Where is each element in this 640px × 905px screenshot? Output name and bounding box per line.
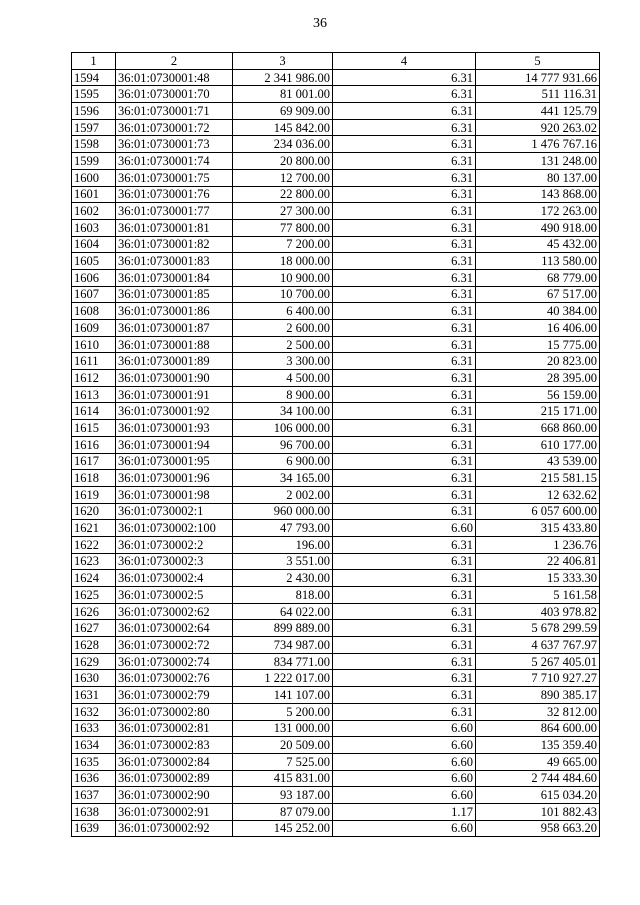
area-value: 6 400.00 xyxy=(233,303,333,320)
table-row xyxy=(72,119,600,136)
cadastral-number: 36:01:0730002:100 xyxy=(116,520,233,537)
cadastral-number: 36:01:0730001:81 xyxy=(116,219,233,236)
rate-value: 6.31 xyxy=(333,553,476,570)
total-value: 1 476 767.16 xyxy=(476,136,600,153)
row-number: 1605 xyxy=(72,253,116,270)
area-value: 77 800.00 xyxy=(233,219,333,236)
total-value: 15 775.00 xyxy=(476,336,600,353)
row-number: 1604 xyxy=(72,236,116,253)
total-value: 135 359.40 xyxy=(476,737,600,754)
rate-value: 6.31 xyxy=(333,286,476,303)
area-value: 12 700.00 xyxy=(233,169,333,186)
table-row xyxy=(72,69,600,86)
rate-value: 6.31 xyxy=(333,186,476,203)
total-value: 101 882.43 xyxy=(476,803,600,820)
cadastral-number: 36:01:0730002:83 xyxy=(116,737,233,754)
rate-value: 6.31 xyxy=(333,420,476,437)
row-number: 1618 xyxy=(72,470,116,487)
rate-value: 6.31 xyxy=(333,670,476,687)
rate-value: 6.31 xyxy=(333,136,476,153)
rate-value: 6.60 xyxy=(333,787,476,804)
rate-value: 6.31 xyxy=(333,620,476,637)
total-value: 7 710 927.27 xyxy=(476,670,600,687)
rate-value: 6.31 xyxy=(333,587,476,604)
rate-value: 6.31 xyxy=(333,637,476,654)
table-row xyxy=(72,169,600,186)
row-number: 1621 xyxy=(72,520,116,537)
rate-value: 6.31 xyxy=(333,303,476,320)
cadastral-number: 36:01:0730001:48 xyxy=(116,69,233,86)
row-number: 1612 xyxy=(72,370,116,387)
table-row xyxy=(72,803,600,820)
row-number: 1596 xyxy=(72,103,116,120)
table-row xyxy=(72,770,600,787)
rate-value: 6.31 xyxy=(333,103,476,120)
rate-value: 6.31 xyxy=(333,119,476,136)
area-value: 10 700.00 xyxy=(233,286,333,303)
total-value: 32 812.00 xyxy=(476,703,600,720)
table-row xyxy=(72,470,600,487)
row-number: 1616 xyxy=(72,436,116,453)
table-row xyxy=(72,637,600,654)
table-row xyxy=(72,320,600,337)
area-value: 3 551.00 xyxy=(233,553,333,570)
table-row xyxy=(72,269,600,286)
area-value: 8 900.00 xyxy=(233,386,333,403)
table-row xyxy=(72,86,600,103)
row-number: 1598 xyxy=(72,136,116,153)
rate-value: 6.31 xyxy=(333,320,476,337)
total-value: 920 263.02 xyxy=(476,119,600,136)
area-value: 22 800.00 xyxy=(233,186,333,203)
rate-value: 6.31 xyxy=(333,470,476,487)
table-row xyxy=(72,253,600,270)
rate-value: 6.31 xyxy=(333,653,476,670)
total-value: 615 034.20 xyxy=(476,787,600,804)
area-value: 20 509.00 xyxy=(233,737,333,754)
row-number: 1614 xyxy=(72,403,116,420)
total-value: 143 868.00 xyxy=(476,186,600,203)
rate-value: 6.31 xyxy=(333,536,476,553)
row-number: 1631 xyxy=(72,687,116,704)
table-row xyxy=(72,587,600,604)
cadastral-number: 36:01:0730001:85 xyxy=(116,286,233,303)
total-value: 610 177.00 xyxy=(476,436,600,453)
cadastral-number: 36:01:0730001:91 xyxy=(116,386,233,403)
total-value: 68 779.00 xyxy=(476,269,600,286)
table-row xyxy=(72,286,600,303)
rate-value: 6.31 xyxy=(333,86,476,103)
total-value: 890 385.17 xyxy=(476,687,600,704)
area-value: 2 341 986.00 xyxy=(233,69,333,86)
cadastral-number: 36:01:0730001:92 xyxy=(116,403,233,420)
area-value: 145 252.00 xyxy=(233,820,333,837)
rate-value: 6.31 xyxy=(333,69,476,86)
total-value: 403 978.82 xyxy=(476,603,600,620)
area-value: 899 889.00 xyxy=(233,620,333,637)
row-number: 1633 xyxy=(72,720,116,737)
cadastral-number: 36:01:0730001:89 xyxy=(116,353,233,370)
area-value: 27 300.00 xyxy=(233,203,333,220)
area-value: 96 700.00 xyxy=(233,436,333,453)
row-number: 1608 xyxy=(72,303,116,320)
cadastral-number: 36:01:0730001:90 xyxy=(116,370,233,387)
rate-value: 6.31 xyxy=(333,153,476,170)
rate-value: 6.31 xyxy=(333,703,476,720)
table-row xyxy=(72,370,600,387)
table-row xyxy=(72,737,600,754)
row-number: 1629 xyxy=(72,653,116,670)
table-row xyxy=(72,820,600,837)
row-number: 1622 xyxy=(72,536,116,553)
rate-value: 6.31 xyxy=(333,219,476,236)
cadastral-number: 36:01:0730002:1 xyxy=(116,503,233,520)
total-value: 14 777 931.66 xyxy=(476,69,600,86)
row-number: 1599 xyxy=(72,153,116,170)
cadastral-number: 36:01:0730001:93 xyxy=(116,420,233,437)
area-value: 18 000.00 xyxy=(233,253,333,270)
total-value: 441 125.79 xyxy=(476,103,600,120)
table-row xyxy=(72,687,600,704)
rate-value: 6.31 xyxy=(333,403,476,420)
area-value: 5 200.00 xyxy=(233,703,333,720)
cadastral-number: 36:01:0730001:75 xyxy=(116,169,233,186)
row-number: 1635 xyxy=(72,753,116,770)
table-row xyxy=(72,103,600,120)
area-value: 106 000.00 xyxy=(233,420,333,437)
table-row xyxy=(72,336,600,353)
cadastral-number: 36:01:0730002:4 xyxy=(116,570,233,587)
table-row xyxy=(72,186,600,203)
row-number: 1607 xyxy=(72,286,116,303)
table-row xyxy=(72,536,600,553)
cadastral-number: 36:01:0730001:98 xyxy=(116,486,233,503)
cadastral-number: 36:01:0730002:79 xyxy=(116,687,233,704)
table-row xyxy=(72,653,600,670)
total-value: 5 161.58 xyxy=(476,587,600,604)
total-value: 6 057 600.00 xyxy=(476,503,600,520)
row-number: 1610 xyxy=(72,336,116,353)
total-value: 16 406.00 xyxy=(476,320,600,337)
area-value: 2 002.00 xyxy=(233,486,333,503)
cadastral-number: 36:01:0730002:74 xyxy=(116,653,233,670)
table-row xyxy=(72,486,600,503)
rate-value: 6.31 xyxy=(333,386,476,403)
cadastral-number: 36:01:0730001:72 xyxy=(116,119,233,136)
rate-value: 6.31 xyxy=(333,236,476,253)
row-number: 1602 xyxy=(72,203,116,220)
cadastral-number: 36:01:0730002:80 xyxy=(116,703,233,720)
area-value: 93 187.00 xyxy=(233,787,333,804)
total-value: 22 406.81 xyxy=(476,553,600,570)
cadastral-number: 36:01:0730002:91 xyxy=(116,803,233,820)
row-number: 1628 xyxy=(72,637,116,654)
rate-value: 6.60 xyxy=(333,520,476,537)
total-value: 2 744 484.60 xyxy=(476,770,600,787)
total-value: 668 860.00 xyxy=(476,420,600,437)
rate-value: 6.31 xyxy=(333,203,476,220)
row-number: 1597 xyxy=(72,119,116,136)
rate-value: 6.31 xyxy=(333,353,476,370)
column-header-4: 4 xyxy=(333,53,476,70)
area-value: 69 909.00 xyxy=(233,103,333,120)
cadastral-number: 36:01:0730002:84 xyxy=(116,753,233,770)
rate-value: 6.31 xyxy=(333,453,476,470)
total-value: 45 432.00 xyxy=(476,236,600,253)
rate-value: 6.60 xyxy=(333,770,476,787)
total-value: 490 918.00 xyxy=(476,219,600,236)
rate-value: 6.31 xyxy=(333,336,476,353)
area-value: 6 900.00 xyxy=(233,453,333,470)
area-value: 415 831.00 xyxy=(233,770,333,787)
cadastral-number: 36:01:0730001:82 xyxy=(116,236,233,253)
table-row xyxy=(72,219,600,236)
rate-value: 6.60 xyxy=(333,820,476,837)
area-value: 141 107.00 xyxy=(233,687,333,704)
row-number: 1627 xyxy=(72,620,116,637)
row-number: 1636 xyxy=(72,770,116,787)
area-value: 7 200.00 xyxy=(233,236,333,253)
total-value: 315 433.80 xyxy=(476,520,600,537)
table-row xyxy=(72,670,600,687)
rate-value: 6.31 xyxy=(333,253,476,270)
row-number: 1609 xyxy=(72,320,116,337)
area-value: 145 842.00 xyxy=(233,119,333,136)
row-number: 1632 xyxy=(72,703,116,720)
rate-value: 6.31 xyxy=(333,603,476,620)
area-value: 81 001.00 xyxy=(233,86,333,103)
row-number: 1625 xyxy=(72,587,116,604)
total-value: 215 581.15 xyxy=(476,470,600,487)
rate-value: 1.17 xyxy=(333,803,476,820)
cadastral-number: 36:01:0730001:71 xyxy=(116,103,233,120)
rate-value: 6.31 xyxy=(333,370,476,387)
row-number: 1595 xyxy=(72,86,116,103)
rate-value: 6.60 xyxy=(333,737,476,754)
table-row xyxy=(72,520,600,537)
row-number: 1615 xyxy=(72,420,116,437)
row-number: 1638 xyxy=(72,803,116,820)
column-header-3: 3 xyxy=(233,53,333,70)
area-value: 834 771.00 xyxy=(233,653,333,670)
total-value: 131 248.00 xyxy=(476,153,600,170)
cadastral-number: 36:01:0730002:92 xyxy=(116,820,233,837)
rate-value: 6.31 xyxy=(333,687,476,704)
cadastral-number: 36:01:0730002:76 xyxy=(116,670,233,687)
cadastral-number: 36:01:0730001:94 xyxy=(116,436,233,453)
table-row xyxy=(72,203,600,220)
rate-value: 6.31 xyxy=(333,570,476,587)
cadastral-number: 36:01:0730002:62 xyxy=(116,603,233,620)
row-number: 1600 xyxy=(72,169,116,186)
area-value: 20 800.00 xyxy=(233,153,333,170)
cadastral-number: 36:01:0730002:2 xyxy=(116,536,233,553)
table-row xyxy=(72,603,600,620)
cadastral-number: 36:01:0730001:84 xyxy=(116,269,233,286)
rate-value: 6.31 xyxy=(333,436,476,453)
total-value: 113 580.00 xyxy=(476,253,600,270)
area-value: 234 036.00 xyxy=(233,136,333,153)
cadastral-number: 36:01:0730001:96 xyxy=(116,470,233,487)
total-value: 215 171.00 xyxy=(476,403,600,420)
row-number: 1630 xyxy=(72,670,116,687)
table-row xyxy=(72,436,600,453)
rate-value: 6.60 xyxy=(333,720,476,737)
total-value: 511 116.31 xyxy=(476,86,600,103)
row-number: 1611 xyxy=(72,353,116,370)
column-header-1: 1 xyxy=(72,53,116,70)
cadastral-number: 36:01:0730002:89 xyxy=(116,770,233,787)
area-value: 64 022.00 xyxy=(233,603,333,620)
area-value: 34 100.00 xyxy=(233,403,333,420)
area-value: 818.00 xyxy=(233,587,333,604)
cadastral-number: 36:01:0730001:73 xyxy=(116,136,233,153)
total-value: 864 600.00 xyxy=(476,720,600,737)
rate-value: 6.31 xyxy=(333,503,476,520)
area-value: 3 300.00 xyxy=(233,353,333,370)
total-value: 28 395.00 xyxy=(476,370,600,387)
row-number: 1623 xyxy=(72,553,116,570)
rate-value: 6.31 xyxy=(333,269,476,286)
cadastral-number: 36:01:0730001:77 xyxy=(116,203,233,220)
cadastral-number: 36:01:0730001:74 xyxy=(116,153,233,170)
area-value: 196.00 xyxy=(233,536,333,553)
row-number: 1634 xyxy=(72,737,116,754)
rate-value: 6.60 xyxy=(333,753,476,770)
area-value: 34 165.00 xyxy=(233,470,333,487)
table-body xyxy=(72,69,600,837)
row-number: 1624 xyxy=(72,570,116,587)
row-number: 1626 xyxy=(72,603,116,620)
cadastral-number: 36:01:0730002:81 xyxy=(116,720,233,737)
row-number: 1613 xyxy=(72,386,116,403)
table-row xyxy=(72,453,600,470)
cadastral-number: 36:01:0730001:86 xyxy=(116,303,233,320)
row-number: 1606 xyxy=(72,269,116,286)
column-header-2: 2 xyxy=(116,53,233,70)
total-value: 5 267 405.01 xyxy=(476,653,600,670)
table-row xyxy=(72,403,600,420)
area-value: 10 900.00 xyxy=(233,269,333,286)
area-value: 87 079.00 xyxy=(233,803,333,820)
registry-table xyxy=(71,52,600,837)
cadastral-number: 36:01:0730002:90 xyxy=(116,787,233,804)
page-number: 36 xyxy=(313,16,327,31)
area-value: 2 430.00 xyxy=(233,570,333,587)
table-row xyxy=(72,720,600,737)
area-value: 734 987.00 xyxy=(233,637,333,654)
table-row xyxy=(72,303,600,320)
table-row xyxy=(72,570,600,587)
total-value: 40 384.00 xyxy=(476,303,600,320)
area-value: 4 500.00 xyxy=(233,370,333,387)
table-header-row xyxy=(72,53,600,70)
area-value: 1 222 017.00 xyxy=(233,670,333,687)
table-row xyxy=(72,787,600,804)
total-value: 12 632.62 xyxy=(476,486,600,503)
cadastral-number: 36:01:0730002:72 xyxy=(116,637,233,654)
row-number: 1620 xyxy=(72,503,116,520)
cadastral-number: 36:01:0730001:76 xyxy=(116,186,233,203)
cadastral-number: 36:01:0730001:87 xyxy=(116,320,233,337)
row-number: 1603 xyxy=(72,219,116,236)
cadastral-number: 36:01:0730002:64 xyxy=(116,620,233,637)
area-value: 2 500.00 xyxy=(233,336,333,353)
row-number: 1617 xyxy=(72,453,116,470)
area-value: 131 000.00 xyxy=(233,720,333,737)
total-value: 20 823.00 xyxy=(476,353,600,370)
total-value: 43 539.00 xyxy=(476,453,600,470)
cadastral-number: 36:01:0730002:5 xyxy=(116,587,233,604)
rate-value: 6.31 xyxy=(333,169,476,186)
total-value: 80 137.00 xyxy=(476,169,600,186)
row-number: 1637 xyxy=(72,787,116,804)
table-row xyxy=(72,386,600,403)
total-value: 15 333.30 xyxy=(476,570,600,587)
table-row xyxy=(72,353,600,370)
row-number: 1594 xyxy=(72,69,116,86)
total-value: 1 236.76 xyxy=(476,536,600,553)
table-row xyxy=(72,553,600,570)
total-value: 56 159.00 xyxy=(476,386,600,403)
cadastral-number: 36:01:0730001:70 xyxy=(116,86,233,103)
cadastral-number: 36:01:0730001:88 xyxy=(116,336,233,353)
table-row xyxy=(72,420,600,437)
area-value: 960 000.00 xyxy=(233,503,333,520)
column-header-5: 5 xyxy=(476,53,600,70)
total-value: 67 517.00 xyxy=(476,286,600,303)
area-value: 47 793.00 xyxy=(233,520,333,537)
total-value: 958 663.20 xyxy=(476,820,600,837)
area-value: 7 525.00 xyxy=(233,753,333,770)
area-value: 2 600.00 xyxy=(233,320,333,337)
cadastral-number: 36:01:0730001:83 xyxy=(116,253,233,270)
total-value: 4 637 767.97 xyxy=(476,637,600,654)
rate-value: 6.31 xyxy=(333,486,476,503)
table-row xyxy=(72,236,600,253)
row-number: 1601 xyxy=(72,186,116,203)
total-value: 49 665.00 xyxy=(476,753,600,770)
row-number: 1639 xyxy=(72,820,116,837)
total-value: 172 263.00 xyxy=(476,203,600,220)
table-row xyxy=(72,136,600,153)
row-number: 1619 xyxy=(72,486,116,503)
table-row xyxy=(72,153,600,170)
cadastral-number: 36:01:0730001:95 xyxy=(116,453,233,470)
cadastral-number: 36:01:0730002:3 xyxy=(116,553,233,570)
total-value: 5 678 299.59 xyxy=(476,620,600,637)
table-row xyxy=(72,503,600,520)
table-row xyxy=(72,753,600,770)
table-row xyxy=(72,620,600,637)
table-row xyxy=(72,703,600,720)
